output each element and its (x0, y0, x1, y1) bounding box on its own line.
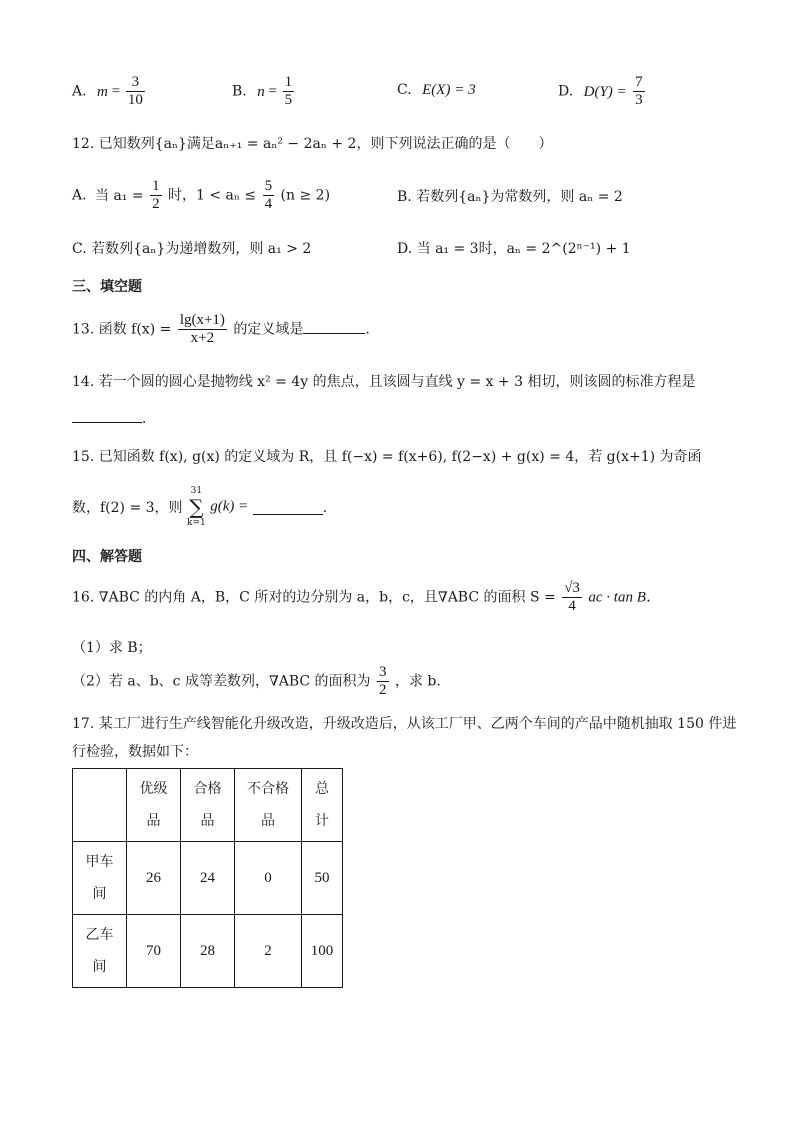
q17-data-table (72, 768, 343, 988)
table-cell: 甲车间 (73, 842, 127, 915)
answer-blank (72, 408, 142, 423)
q11-option-c: C. E(X) = 3 (397, 82, 476, 98)
table-header-cell: 总计 (302, 769, 343, 842)
section-heading-answer: 四、解答题 (72, 549, 142, 565)
table-cell: 70 (127, 915, 181, 988)
table-row (73, 915, 343, 988)
q12-option-b: B. 若数列{aₙ}为常数列，则 aₙ = 2 (397, 189, 623, 205)
table-cell: 100 (302, 915, 343, 988)
section-heading-fill-in: 三、填空题 (72, 279, 142, 295)
q12-option-c: C. 若数列{aₙ}为递增数列，则 a₁ > 2 (72, 241, 312, 257)
q17-line1: 17. 某工厂进行生产线智能化升级改造，升级改造后，从该工厂甲、乙两个车间的产品中随机抽取 150 件进 (72, 716, 737, 732)
q11-option-d: D. D(Y) = $\frac{7}{3}$ (558, 74, 643, 108)
q11-option-a: A. m = $\frac{3}{10}$ (72, 74, 143, 108)
table-header-cell: 不合格品 (235, 769, 302, 842)
q13: 13. 函数 f(x) = $\frac{\lg(x+1)}{x+2}$ 的定义域是 ． (72, 312, 380, 346)
table-header-cell (73, 769, 127, 842)
table-header-row (73, 769, 343, 842)
summation: 31 ∑ k=1 (187, 486, 206, 528)
q14-line1: 14. 若一个圆的圆心是抛物线 x² = 4y 的焦点，且该圆与直线 y = x + 3 相切，则该圆的标准方程是 (72, 374, 696, 390)
q15-line2: 数，f(2) = 3，则 31 ∑ k=1 g(k) = ． (72, 486, 337, 528)
table-header-cell: 优级品 (127, 769, 181, 842)
q15-line1: 15. 已知函数 f(x), g(x) 的定义域为 R，且 f(−x) = f(x+6), f(2−x) + g(x) = 4，若 g(x+1) 为奇函 (72, 449, 702, 465)
q12-stem: 12. 已知数列{aₙ}满足aₙ₊₁ = aₙ² − 2aₙ + 2，则下列说法正确的是（ ） (72, 136, 553, 152)
q16-part2: （2）若 a、b、c 成等差数列，∇ABC 的面积为 $\frac{3}{2}$ ，求 b. (72, 664, 441, 698)
q17-line2: 行检验，数据如下： (72, 744, 198, 760)
table-cell: 28 (181, 915, 235, 988)
table-cell: 26 (127, 842, 181, 915)
table-cell: 0 (235, 842, 302, 915)
answer-blank (303, 319, 365, 334)
q16-stem: 16. ∇ABC 的内角 A，B，C 所对的边分别为 a，b，c，且∇ABC 的面积 S = $\frac{√3}{4}$ ac · tan B． (72, 580, 661, 614)
table-header-cell: 合格品 (181, 769, 235, 842)
q16-part1: （1）求 B； (72, 640, 152, 656)
q12-option-d: D. 当 a₁ = 3时，aₙ = 2^(2ⁿ⁻¹) + 1 (397, 241, 631, 257)
q12-option-a: A. 当 a₁ = $\frac{1}{2}$ 时，1 < aₙ ≤ $\frac{5}{4}$ (n ≥ 2) (72, 178, 331, 212)
table-cell: 2 (235, 915, 302, 988)
q14-blank-line: ． (72, 408, 156, 428)
answer-blank (253, 500, 323, 515)
q11-option-b: B. n = $\frac{1}{5}$ (232, 74, 293, 108)
table-cell: 24 (181, 842, 235, 915)
table-cell: 乙车间 (73, 915, 127, 988)
table-cell: 50 (302, 842, 343, 915)
table-row (73, 842, 343, 915)
